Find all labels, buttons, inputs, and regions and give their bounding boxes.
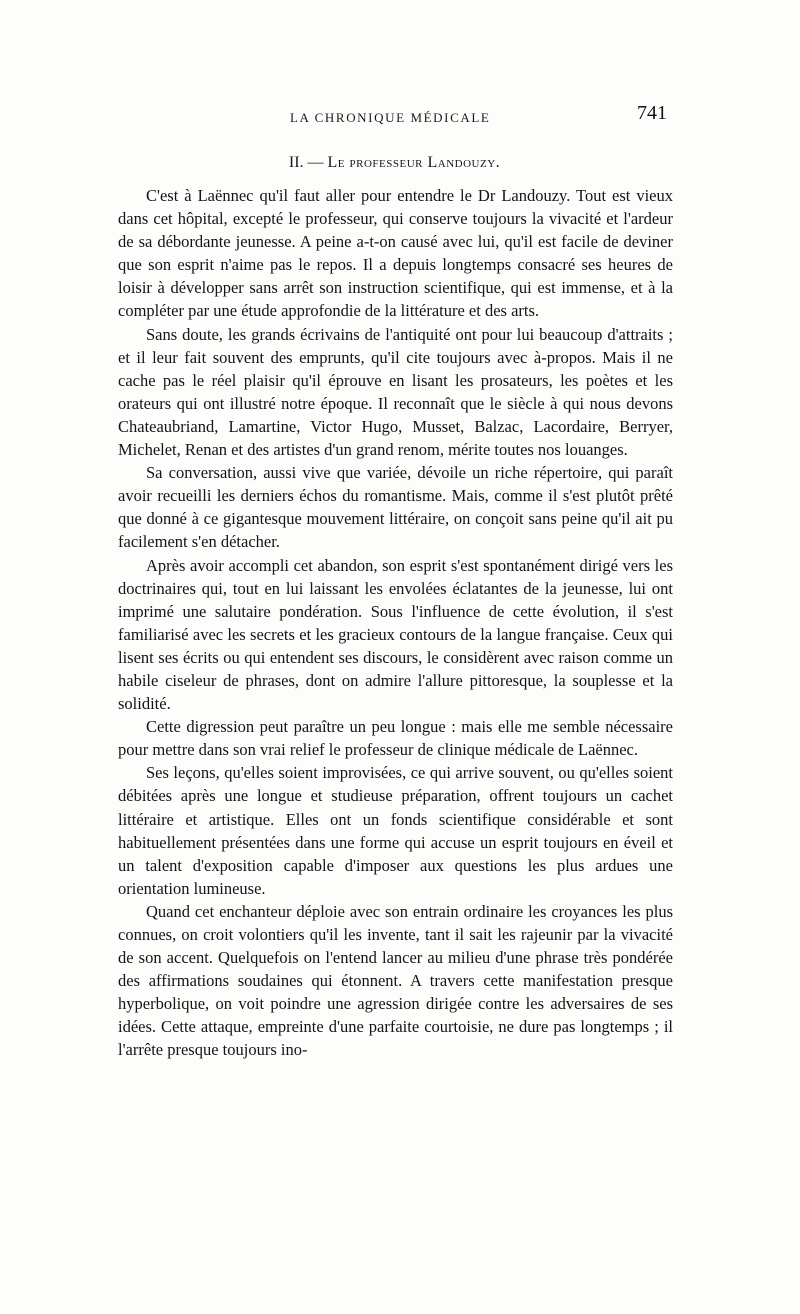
paragraph: Sans doute, les grands écrivains de l'antiquité ont pour lui beaucoup d'attraits ; et il leur fait souvent des emprunts, qu'il cite toujours avec à-propos. Mais il ne cache pas le réel plaisir qu'il éprouve en lisant les prosateurs, les poètes et les orateurs qui ont illustré notre époque. Il reconnaît que le siècle à qui nous devons Chateaubriand, Lamartine, Victor Hugo, Musset, Balzac, Lacordaire, Berryer, Michelet, Renan et des artistes d'un grand renom, mérite toutes nos louanges. [118,324,673,460]
page-number: 741 [637,102,667,124]
paragraph: Cette digression peut paraître un peu longue : mais elle me semble nécessaire pour mettre dans son vrai relief le professeur de clinique médicale de Laënnec. [118,717,673,760]
article-body [118,184,673,1062]
running-title: LA CHRONIQUE MÉDICALE [290,110,491,125]
section-numeral: II. — [288,154,324,171]
section-title: Le professeur Landouzy. [327,154,501,171]
paragraph: Sa conversation, aussi vive que variée, dévoile un riche répertoire, qui paraît avoir recueilli les derniers échos du romantisme. Mais, comme il s'est plutôt prêté que donné à ce gigantesque mouvement littéraire, on conçoit sans peine qu'il ait pu facilement s'en détacher. [118,463,673,552]
section-heading [117,154,672,172]
paragraph: Ses leçons, qu'elles soient improvisées, ce qui arrive souvent, ou qu'elles soient débitées après une longue et studieuse préparation, offrent toujours un cachet littéraire et artistique. Elles ont un fonds scientifique considérable et sont habituellement présentées dans une forme qui accuse un esprit toujours en éveil et un talent d'exposition capable d'imposer aux questions les plus ardues une orientation lumineuse. [118,763,673,898]
paragraph: Quand cet enchanteur déploie avec son entrain ordinaire les croyances les plus connues, on croit volontiers qu'il les invente, tant il sait les rajeunir par la vivacité de son accent. Quelquefois on l'entend lancer au milieu d'une phrase très pondérée des affirmations soudaines qui étonnent. A travers cette manifestation presque hyperbolique, on voit poindre une agression dirigée contre les adversaires de ses idées. Cette attaque, empreinte d'une parfaite courtoisie, ne dure pas longtemps ; il l'arrête presque toujours ino- [118,901,673,1060]
paragraph: Après avoir accompli cet abandon, son esprit s'est spontanément dirigé vers les doctrinaires qui, tout en lui laissant les envolées éclatantes de la jeunesse, lui ont imprimé une salutaire pondération. Sous l'influence de cette évolution, il s'est familiarisé avec les secrets et les gracieux contours de la langue française. Ceux qui lisent ses écrits ou qui entendent ses discours, le considèrent avec raison comme un habile ciseleur de phrases, dont on admire l'allure pittoresque, la souplesse et la solidité. [118,555,673,714]
running-header [117,102,672,136]
paragraph: C'est à Laënnec qu'il faut aller pour entendre le Dr Landouzy. Tout est vieux dans cet hôpital, excepté le professeur, qui conserve toujours la vivacité et l'ardeur de sa débordante jeunesse. A peine a-t-on causé avec lui, qu'il est facile de deviner que son esprit n'aime pas le repos. Il a depuis longtemps consacré ses heures de loisir à développer sans arrêt son instruction scientifique, qui est immense, et à la compléter par une étude approfondie de la littérature et des arts. [118,186,673,321]
